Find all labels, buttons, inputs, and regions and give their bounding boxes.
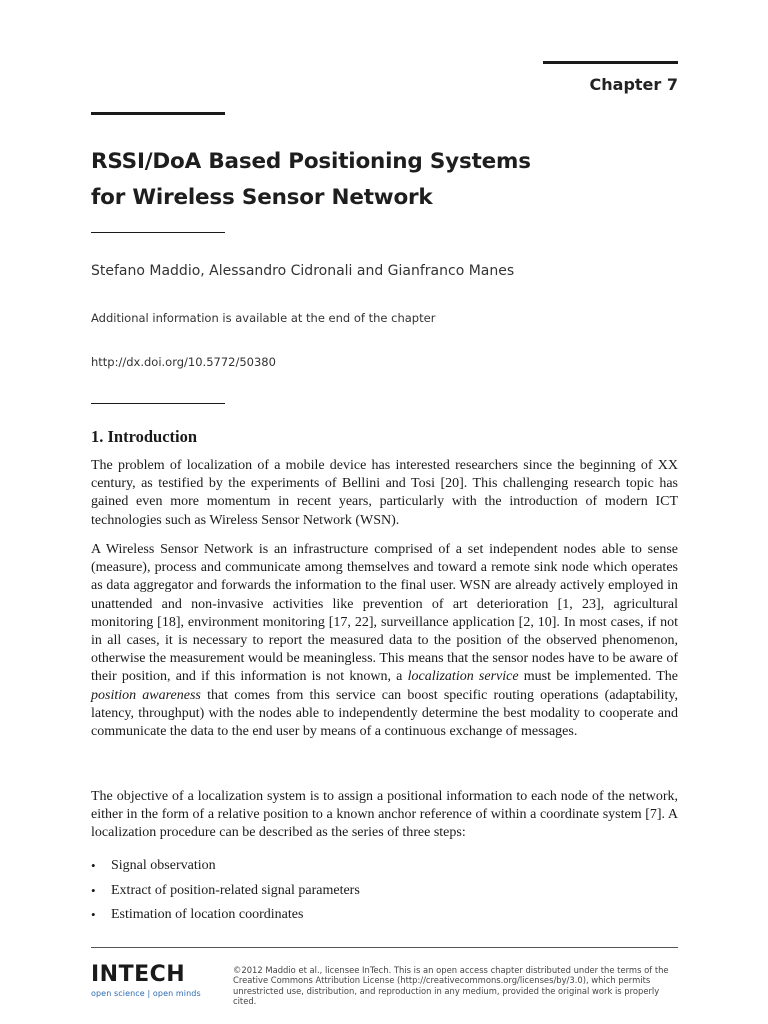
footer-rule (91, 947, 678, 948)
chapter-label: Chapter 7 (589, 75, 678, 94)
list-item-label: Estimation of location coordinates (111, 907, 304, 922)
license-notice: ©2012 Maddio et al., licensee InTech. This is an open access chapter distributed under the terms of the Creative Commons Attribution License (http://creativecommons.org/licenses/by/3.0), which permits unrestricted use, distribution, and reproduction in any medium, provided the original work is properly cited. (233, 965, 669, 1007)
paragraph-3: The objective of a localization system is to assign a positional information to each node of the network, either in the form of a relative position to a known anchor reference of within a coordinate system [7]. A localization procedure can be described as the series of three steps: (91, 789, 678, 841)
list-item (91, 857, 360, 882)
section-rule (91, 403, 225, 404)
additional-info: Additional information is available at the end of the chapter (91, 311, 436, 325)
bullet-icon: • (91, 882, 96, 898)
position-awareness-term: position awareness (91, 687, 201, 703)
localization-service-term: localization service (407, 669, 519, 685)
title-line-2: for Wireless Sensor Network (91, 185, 433, 210)
logo-wordmark: INTECH (91, 962, 186, 987)
chapter-title (91, 144, 651, 216)
chapter-rule (543, 61, 678, 64)
title-line-1: RSSI/DoA Based Positioning Systems (91, 149, 531, 174)
logo-tagline: open science | open minds (91, 989, 201, 998)
authors: Stefano Maddio, Alessandro Cidronali and Gianfranco Manes (91, 263, 515, 279)
intech-logo (91, 962, 201, 998)
bullet-icon: • (91, 858, 96, 873)
title-bottom-rule (91, 232, 225, 233)
paragraph-2-text-b: must be implemented. The (523, 669, 678, 685)
list-item-label: Signal observation (111, 858, 216, 873)
paragraph-2-text-c: that comes from this service can boost specific routing operations (adaptability, latency, throughput) with the nodes able to independently determine the best modality to cooperate and communicate the data to the end user by means of a continuous exchange of messages. (91, 687, 678, 740)
paragraph-2 (91, 541, 678, 741)
steps-list (91, 857, 360, 931)
bullet-icon: • (91, 907, 96, 922)
paragraph-2-text-a: A Wireless Sensor Network is an infrastructure comprised of a set independent nodes able to sense (measure), process and communicate among themselves and toward a remote sink node which operates as data aggregator and forwards the information to the final user. WSN are already actively employed in unattended and non-invasive activities like prevention of art deterioration [1, 23], agricultural monitoring [18], environment monitoring [17, 22], surveillance application [2, 10]. In most cases, if not in all cases, it is necessary to report the measured data to the position of the observed phenomenon, otherwise the measurement would be meaningless. This means that the sensor nodes have to be aware of their position, and if this information is not known, a (91, 542, 678, 685)
doi-link[interactable]: http://dx.doi.org/10.5772/50380 (91, 355, 276, 369)
section-heading: 1. Introduction (91, 427, 198, 446)
list-item-label: Extract of position-related signal parameters (111, 882, 360, 898)
title-top-rule (91, 112, 225, 115)
paragraph-1: The problem of localization of a mobile device has interested researchers since the beginning of XX century, as testified by the experiments of Bellini and Tosi [20]. This challenging research topic has gained even more momentum in recent years, particularly with the introduction of modern ICT technologies such as Wireless Sensor Network (WSN). (91, 458, 678, 528)
list-item (91, 882, 360, 907)
list-item (91, 906, 360, 931)
